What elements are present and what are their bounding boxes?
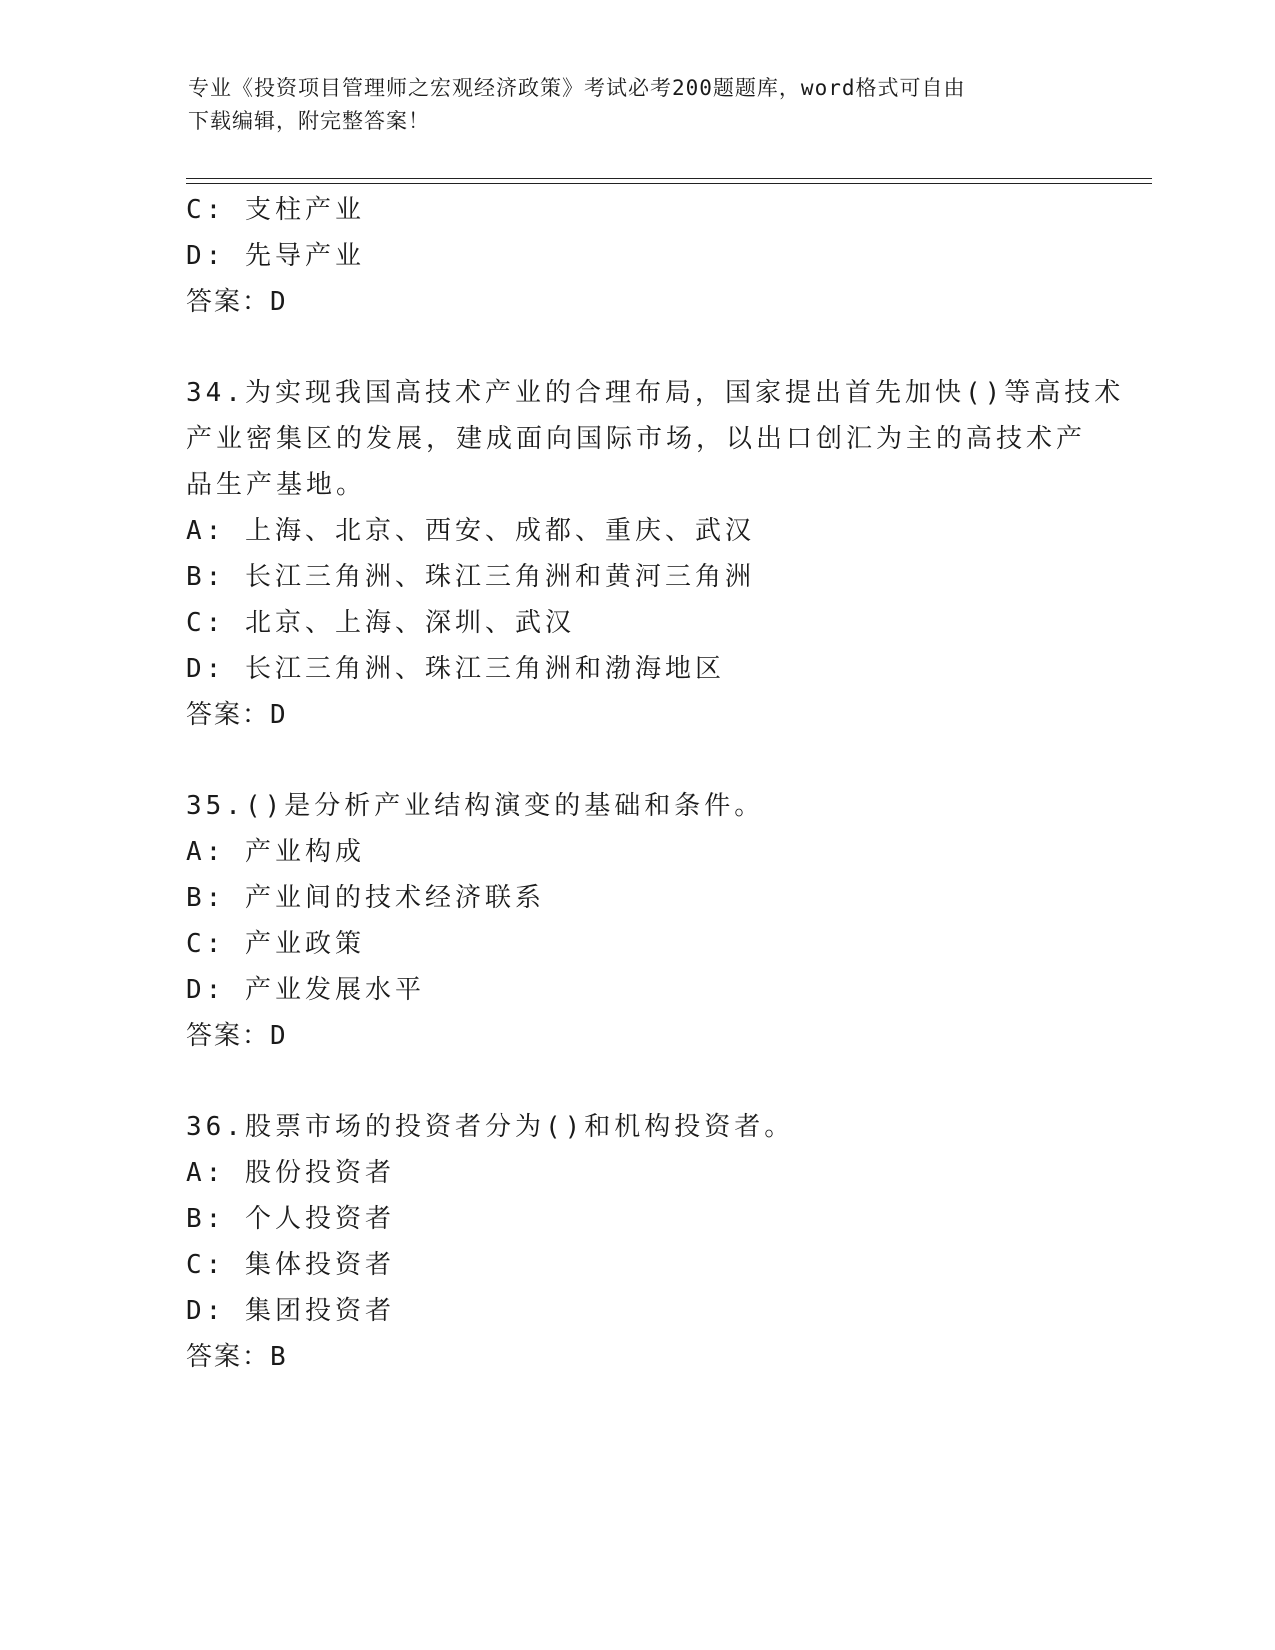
document-header	[188, 72, 1088, 138]
option-c: C: 集体投资者	[186, 1250, 395, 1280]
option-a: A: 股份投资者	[186, 1158, 395, 1188]
question-text-line: 36.股票市场的投资者分为()和机构投资者。	[186, 1112, 795, 1142]
header-line-2: 下载编辑，附完整答案！	[188, 109, 430, 133]
option-b: B: 个人投资者	[186, 1204, 395, 1234]
spacer	[186, 738, 1086, 783]
option-d: D: 集团投资者	[186, 1296, 395, 1326]
question-block-36	[186, 1104, 1086, 1380]
option-d: D: 先导产业	[186, 241, 365, 271]
spacer	[186, 325, 1086, 370]
question-block-34	[186, 370, 1125, 738]
option-c: C: 北京、上海、深圳、武汉	[186, 608, 575, 638]
answer: 答案：D	[186, 700, 288, 730]
question-text-line: 35.()是分析产业结构演变的基础和条件。	[186, 791, 765, 821]
header-line-1: 专业《投资项目管理师之宏观经济政策》考试必考200题题库，word格式可自由	[188, 76, 966, 100]
header-rule-top	[186, 178, 1152, 179]
spacer	[186, 1059, 1086, 1104]
question-text-line: 34.为实现我国高技术产业的合理布局，国家提出首先加快()等高技术	[186, 378, 1125, 408]
question-text-line: 品生产基地。	[186, 470, 367, 500]
option-b: B: 产业间的技术经济联系	[186, 883, 545, 913]
option-c: C: 支柱产业	[186, 195, 365, 225]
option-d: D: 产业发展水平	[186, 975, 425, 1005]
header-rule-bottom	[186, 183, 1152, 184]
option-a: A: 产业构成	[186, 837, 365, 867]
answer: 答案：D	[186, 1021, 288, 1051]
option-c: C: 产业政策	[186, 929, 365, 959]
question-text-line: 产业密集区的发展，建成面向国际市场，以出口创汇为主的高技术产	[186, 424, 1087, 454]
answer: 答案：B	[186, 1342, 288, 1372]
option-a: A: 上海、北京、西安、成都、重庆、武汉	[186, 516, 755, 546]
question-block-35	[186, 783, 1086, 1059]
answer: 答案：D	[186, 287, 288, 317]
document-body	[186, 187, 1125, 1380]
option-d: D: 长江三角洲、珠江三角洲和渤海地区	[186, 654, 725, 684]
option-b: B: 长江三角洲、珠江三角洲和黄河三角洲	[186, 562, 755, 592]
prev-question-block	[186, 187, 1086, 325]
